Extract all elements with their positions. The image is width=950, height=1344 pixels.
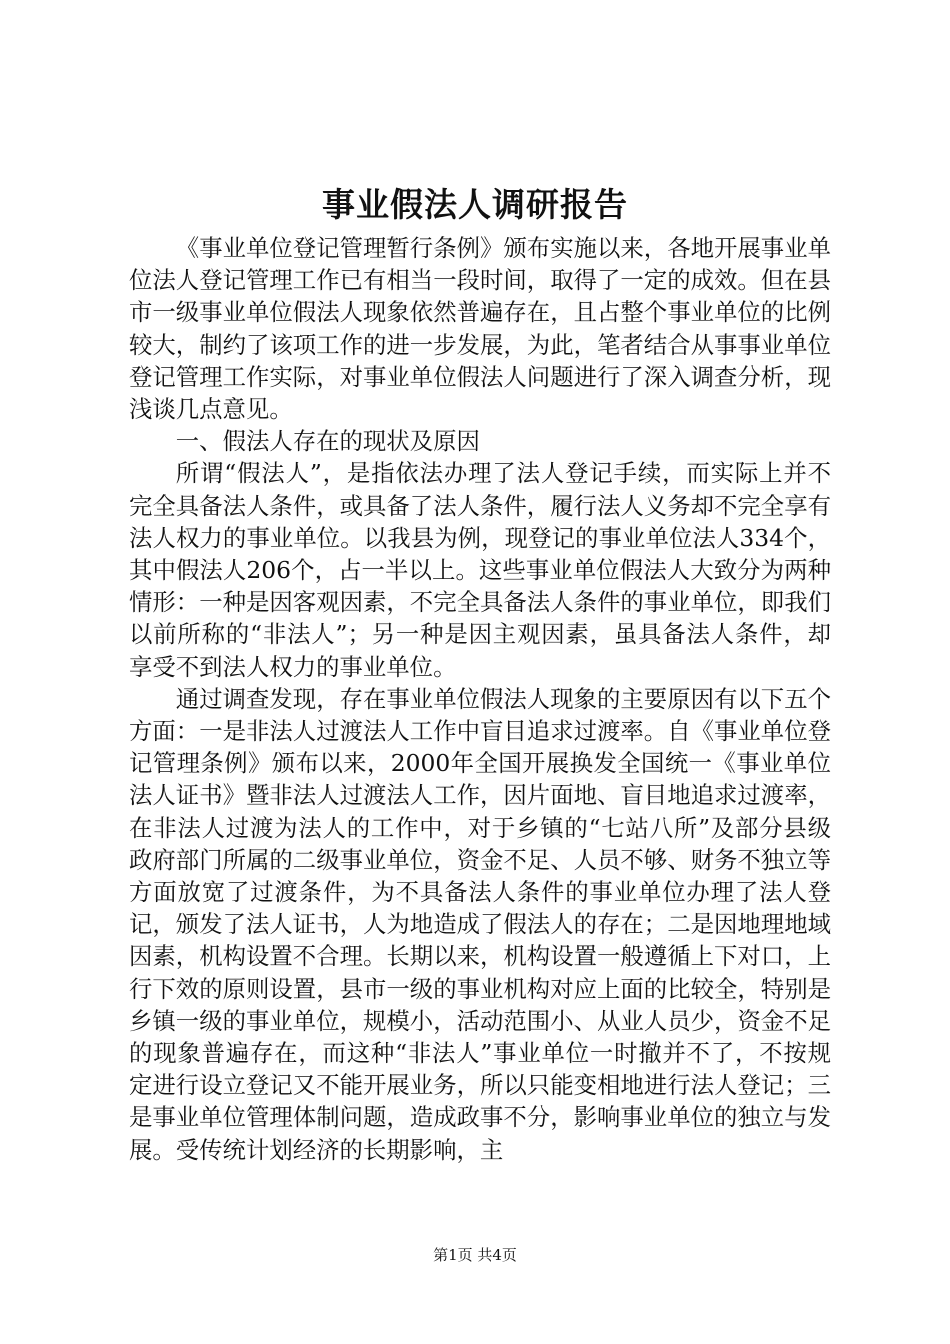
page-footer: 第1页 共4页 [433, 1246, 517, 1264]
document-title: 事业假法人调研报告 [322, 185, 628, 224]
paragraph-intro: 《事业单位登记管理暂行条例》颁布实施以来，各地开展事业单位法人登记管理工作已有相当一段时间，取得了一定的成效。但在县市一级事业单位假法人现象依然普遍存在，且占整个事业单位的比例较大，制约了该项工作的进一步发展，为此，笔者结合从事事业单位登记管理工作实际，对事业单位假法人问题进行了深入调查分析，现浅谈几点意见。 [129, 234, 831, 424]
section-heading: 一、假法人存在的现状及原因 [175, 427, 480, 456]
document-body [129, 232, 831, 1166]
paragraph-causes: 通过调查发现，存在事业单位假法人现象的主要原因有以下五个方面：一是非法人过渡法人工作中盲目追求过渡率。自《事业单位登记管理条例》颁布以来，2000年全国开展换发全国统一《事业单位法人证书》暨非法人过渡法人工作，因片面地、盲目地追求过渡率，在非法人过渡为法人的工作中，对于乡镇的“七站八所”及部分县级政府部门所属的二级事业单位，资金不足、人员不够、财务不独立等方面放宽了过渡条件，为不具备法人条件的事业单位办理了法人登记，颁发了法人证书，人为地造成了假法人的存在；二是因地理地域因素，机构设置不合理。长期以来，机构设置一般遵循上下对口，上行下效的原则设置，县市一级的事业机构对应上面的比较全，特别是乡镇一级的事业单位，规模小，活动范围小、从业人员少，资金不足的现象普遍存在，而这种“非法人”事业单位一时撤并不了，不按规定进行设立登记又不能开展业务，所以只能变相地进行法人登记；三是事业单位管理体制问题，造成政事不分，影响事业单位的独立与发展。受传统计划经济的长期影响，主 [129, 684, 831, 1164]
paragraph-definition: 所谓“假法人”，是指依法办理了法人登记手续，而实际上并不完全具备法人条件，或具备了法人条件，履行法人义务却不完全享有法人权力的事业单位。以我县为例，现登记的事业单位法人334个，其中假法人206个，占一半以上。这些事业单位假法人大致分为两种情形：一种是因客观因素，不完全具备法人条件的事业单位，即我们以前所称的“非法人”；另一种是因主观因素，虽具备法人条件，却享受不到法人权力的事业单位。 [129, 459, 831, 681]
